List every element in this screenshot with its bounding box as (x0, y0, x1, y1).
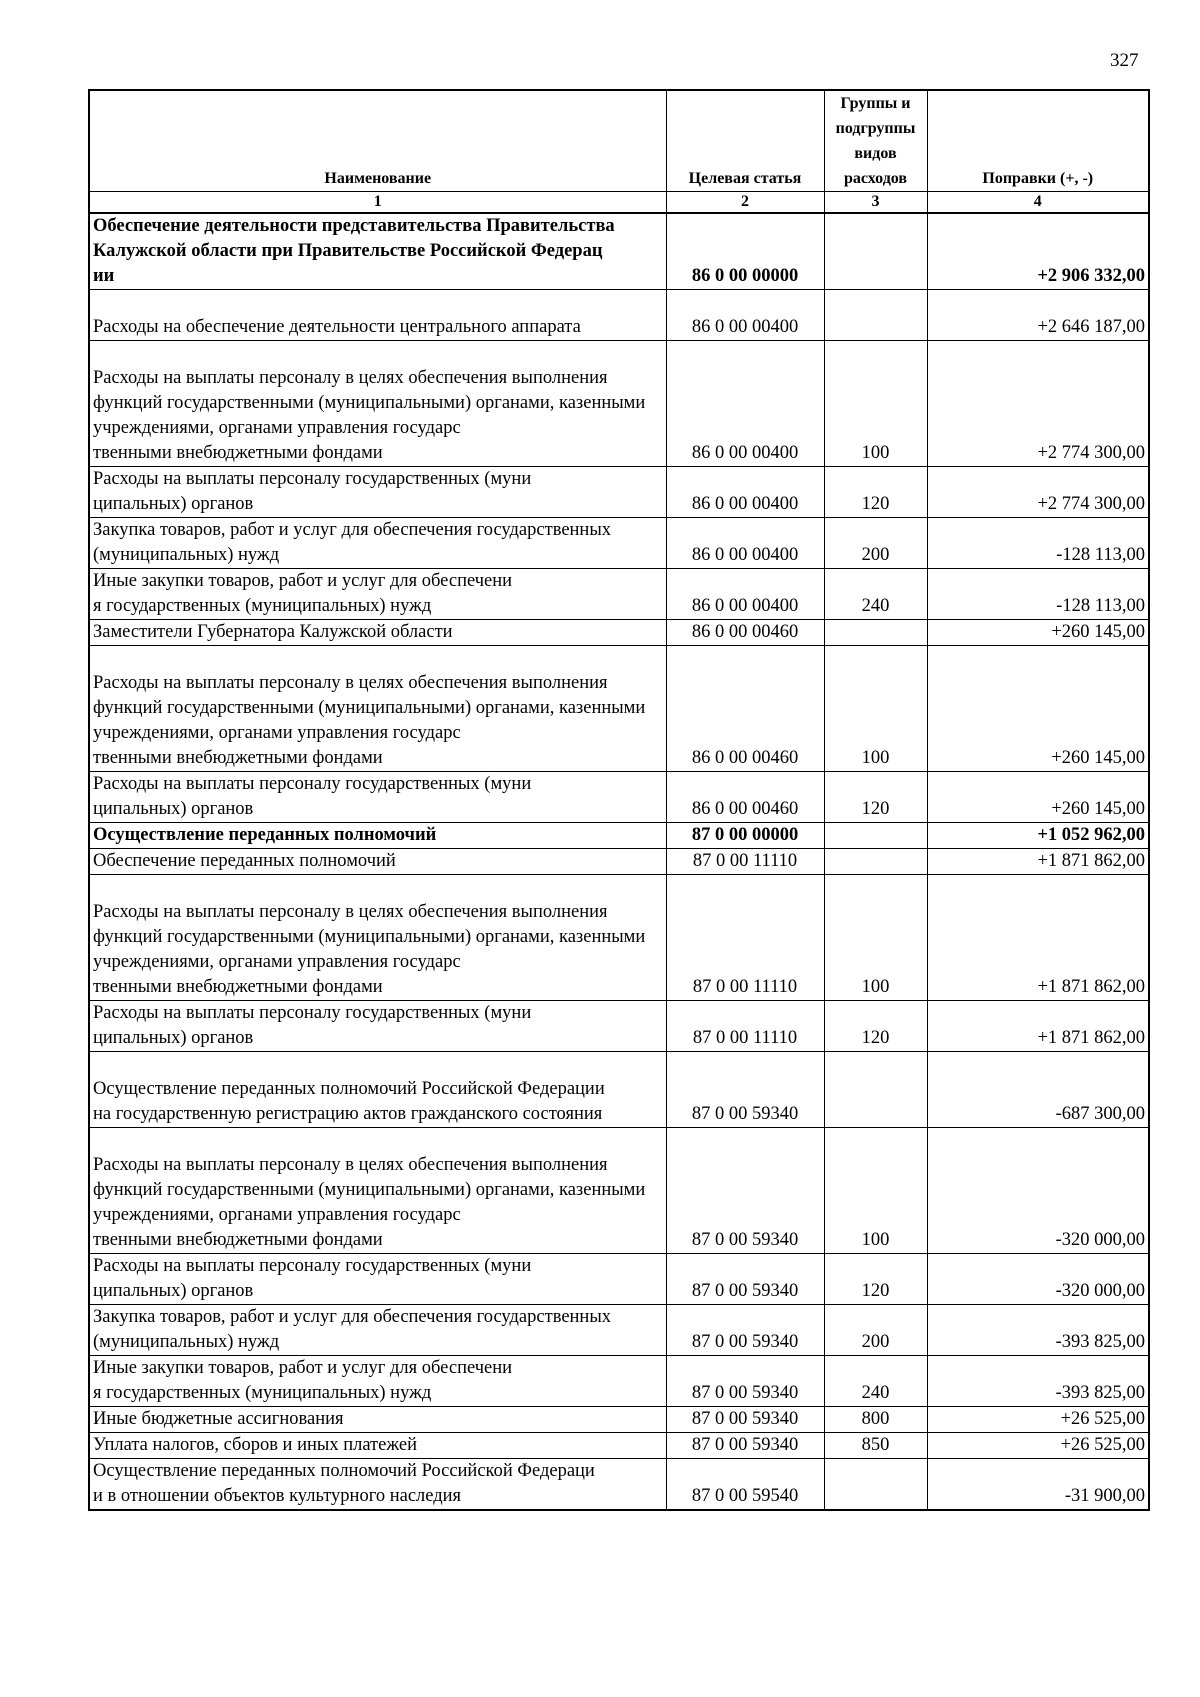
row-target-article-cell: 86 0 00 00400 (666, 569, 824, 620)
row-amendment-cell: -393 825,00 (927, 1305, 1149, 1356)
table-row (89, 1254, 1149, 1305)
row-target-article-cell: 86 0 00 00400 (666, 518, 824, 569)
row-target-article-cell: 87 0 00 11110 (666, 849, 824, 875)
row-target-article-cell: 87 0 00 11110 (666, 1001, 824, 1052)
row-amendment-cell: -31 900,00 (927, 1459, 1149, 1511)
table-row (89, 1407, 1149, 1433)
row-amendment-cell: +2 774 300,00 (927, 467, 1149, 518)
row-target-article-cell: 87 0 00 00000 (666, 823, 824, 849)
table-row (89, 772, 1149, 823)
table-row (89, 467, 1149, 518)
row-name-cell: Расходы на выплаты персоналу государственных (муни ципальных) органов (89, 772, 666, 823)
table-row (89, 1433, 1149, 1459)
row-expense-group-cell: 120 (824, 772, 927, 823)
row-name-cell: Расходы на выплаты персоналу государственных (муни ципальных) органов (89, 1254, 666, 1305)
header-target-article: Целевая статья (666, 90, 824, 192)
table-body (89, 213, 1149, 1510)
row-expense-group-cell: 200 (824, 1305, 927, 1356)
table-row (89, 1459, 1149, 1511)
row-name-cell: Осуществление переданных полномочий Российской Федераци и в отношении объектов культурного наследия (89, 1459, 666, 1511)
row-name-cell: Расходы на выплаты персоналу в целях обеспечения выполнения функций государственными (муниципальными) органами, казенными учреждениями, органами управления государс твенными внебюджетными фондами (89, 875, 666, 1001)
row-amendment-cell: +26 525,00 (927, 1407, 1149, 1433)
row-target-article-cell: 86 0 00 00460 (666, 620, 824, 646)
row-target-article-cell: 87 0 00 59540 (666, 1459, 824, 1511)
row-amendment-cell: -320 000,00 (927, 1128, 1149, 1254)
row-target-article-cell: 86 0 00 00400 (666, 467, 824, 518)
row-target-article-cell: 86 0 00 00460 (666, 646, 824, 772)
row-amendment-cell: -393 825,00 (927, 1356, 1149, 1407)
row-expense-group-cell: 200 (824, 518, 927, 569)
row-name-cell: Закупка товаров, работ и услуг для обеспечения государственных (муниципальных) нужд (89, 1305, 666, 1356)
row-amendment-cell: +260 145,00 (927, 620, 1149, 646)
row-target-article-cell: 86 0 00 00000 (666, 213, 824, 290)
row-expense-group-cell: 100 (824, 646, 927, 772)
row-name-cell: Обеспечение переданных полномочий (89, 849, 666, 875)
row-amendment-cell: +1 871 862,00 (927, 849, 1149, 875)
row-name-cell: Расходы на выплаты персоналу в целях обеспечения выполнения функций государственными (муниципальными) органами, казенными учреждениями, органами управления государс твенными внебюджетными фондами (89, 1128, 666, 1254)
row-amendment-cell: -128 113,00 (927, 518, 1149, 569)
row-name-cell: Расходы на обеспечение деятельности центрального аппарата (89, 290, 666, 341)
column-number-1: 1 (89, 192, 666, 214)
row-expense-group-cell (824, 1052, 927, 1128)
row-expense-group-cell (824, 849, 927, 875)
column-number-3: 3 (824, 192, 927, 214)
row-expense-group-cell: 100 (824, 1128, 927, 1254)
column-number-row (89, 192, 1149, 214)
row-expense-group-cell: 800 (824, 1407, 927, 1433)
row-target-article-cell: 87 0 00 59340 (666, 1407, 824, 1433)
row-name-cell: Осуществление переданных полномочий Российской Федерации на государственную регистрацию актов гражданского состояния (89, 1052, 666, 1128)
row-target-article-cell: 87 0 00 59340 (666, 1356, 824, 1407)
row-name-cell: Закупка товаров, работ и услуг для обеспечения государственных (муниципальных) нужд (89, 518, 666, 569)
row-expense-group-cell: 100 (824, 341, 927, 467)
row-expense-group-cell: 240 (824, 569, 927, 620)
row-target-article-cell: 86 0 00 00460 (666, 772, 824, 823)
table-row (89, 1001, 1149, 1052)
row-amendment-cell: +260 145,00 (927, 772, 1149, 823)
row-amendment-cell: +1 871 862,00 (927, 875, 1149, 1001)
row-expense-group-cell: 240 (824, 1356, 927, 1407)
row-name-cell: Иные закупки товаров, работ и услуг для обеспечени я государственных (муниципальных) нужд (89, 1356, 666, 1407)
row-expense-group-cell: 100 (824, 875, 927, 1001)
table-row (89, 1052, 1149, 1128)
row-target-article-cell: 87 0 00 59340 (666, 1128, 824, 1254)
table-row (89, 823, 1149, 849)
row-amendment-cell: +260 145,00 (927, 646, 1149, 772)
row-amendment-cell: -687 300,00 (927, 1052, 1149, 1128)
row-name-cell: Уплата налогов, сборов и иных платежей (89, 1433, 666, 1459)
row-expense-group-cell (824, 1459, 927, 1511)
row-name-cell: Заместители Губернатора Калужской области (89, 620, 666, 646)
row-amendment-cell: -128 113,00 (927, 569, 1149, 620)
row-name-cell: Расходы на выплаты персоналу в целях обеспечения выполнения функций государственными (муниципальными) органами, казенными учреждениями, органами управления государс твенными внебюджетными фондами (89, 341, 666, 467)
row-target-article-cell: 87 0 00 59340 (666, 1052, 824, 1128)
row-expense-group-cell: 850 (824, 1433, 927, 1459)
table-row (89, 1356, 1149, 1407)
row-amendment-cell: +2 774 300,00 (927, 341, 1149, 467)
row-expense-group-cell (824, 290, 927, 341)
table-row (89, 290, 1149, 341)
column-number-4: 4 (927, 192, 1149, 214)
header-amendments: Поправки (+, -) (927, 90, 1149, 192)
row-amendment-cell: +1 871 862,00 (927, 1001, 1149, 1052)
header-row (89, 90, 1149, 192)
row-name-cell: Расходы на выплаты персоналу государственных (муни ципальных) органов (89, 1001, 666, 1052)
table-row (89, 341, 1149, 467)
column-number-2: 2 (666, 192, 824, 214)
row-name-cell: Иные бюджетные ассигнования (89, 1407, 666, 1433)
table-row (89, 875, 1149, 1001)
table-row (89, 213, 1149, 290)
row-expense-group-cell: 120 (824, 467, 927, 518)
row-amendment-cell: +1 052 962,00 (927, 823, 1149, 849)
page-number: 327 (1110, 50, 1139, 71)
row-name-cell: Расходы на выплаты персоналу государственных (муни ципальных) органов (89, 467, 666, 518)
table-row (89, 1128, 1149, 1254)
row-target-article-cell: 87 0 00 59340 (666, 1254, 824, 1305)
row-amendment-cell: +2 906 332,00 (927, 213, 1149, 290)
row-amendment-cell: +26 525,00 (927, 1433, 1149, 1459)
table-row (89, 518, 1149, 569)
table-row (89, 620, 1149, 646)
row-name-cell: Иные закупки товаров, работ и услуг для обеспечени я государственных (муниципальных) нужд (89, 569, 666, 620)
row-target-article-cell: 87 0 00 59340 (666, 1433, 824, 1459)
row-name-cell: Расходы на выплаты персоналу в целях обеспечения выполнения функций государственными (муниципальными) органами, казенными учреждениями, органами управления государс твенными внебюджетными фондами (89, 646, 666, 772)
table-row (89, 849, 1149, 875)
table-row (89, 569, 1149, 620)
row-target-article-cell: 86 0 00 00400 (666, 341, 824, 467)
row-target-article-cell: 87 0 00 11110 (666, 875, 824, 1001)
table-row (89, 646, 1149, 772)
row-expense-group-cell (824, 620, 927, 646)
row-expense-group-cell (824, 213, 927, 290)
budget-amendments-table (88, 89, 1150, 1511)
row-expense-group-cell (824, 823, 927, 849)
row-amendment-cell: +2 646 187,00 (927, 290, 1149, 341)
row-target-article-cell: 86 0 00 00400 (666, 290, 824, 341)
row-name-cell: Обеспечение деятельности представительства Правительства Калужской области при Правительстве Российской Федерац ии (89, 213, 666, 290)
row-expense-group-cell: 120 (824, 1254, 927, 1305)
row-amendment-cell: -320 000,00 (927, 1254, 1149, 1305)
row-name-cell: Осуществление переданных полномочий (89, 823, 666, 849)
header-name: Наименование (89, 90, 666, 192)
row-expense-group-cell: 120 (824, 1001, 927, 1052)
row-target-article-cell: 87 0 00 59340 (666, 1305, 824, 1356)
table-row (89, 1305, 1149, 1356)
header-expense-groups: Группы и подгруппы видов расходов (824, 90, 927, 192)
